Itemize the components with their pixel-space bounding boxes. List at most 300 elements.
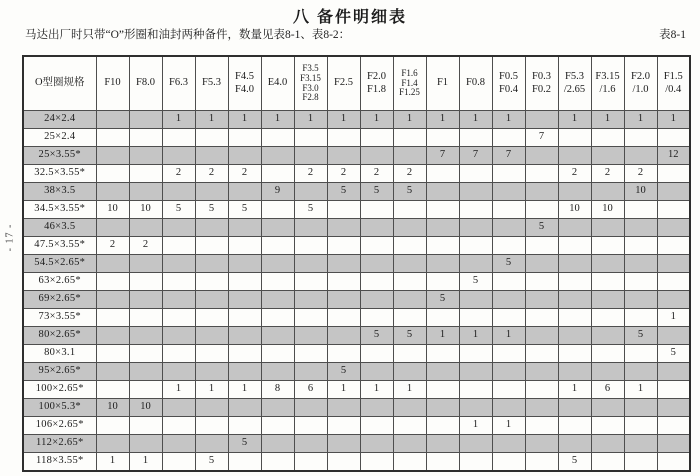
qty-cell <box>393 237 426 255</box>
qty-cell <box>129 363 162 381</box>
qty-cell <box>360 273 393 291</box>
row-label: 80×2.65* <box>23 327 96 345</box>
qty-cell <box>624 237 657 255</box>
qty-cell <box>327 255 360 273</box>
header-line: /1.0 <box>632 83 649 95</box>
qty-cell <box>96 417 129 435</box>
qty-cell: 1 <box>162 381 195 399</box>
qty-cell <box>96 363 129 381</box>
qty-cell: 1 <box>96 453 129 472</box>
qty-cell <box>657 453 690 472</box>
model-column-header <box>96 56 129 111</box>
row-label: 73×3.55* <box>23 309 96 327</box>
qty-cell <box>261 291 294 309</box>
table-row <box>23 219 690 237</box>
qty-cell <box>195 291 228 309</box>
qty-cell <box>360 147 393 165</box>
qty-cell <box>558 129 591 147</box>
qty-cell: 1 <box>129 453 162 472</box>
qty-cell: 5 <box>360 327 393 345</box>
table-row <box>23 381 690 399</box>
row-label: 118×3.55* <box>23 453 96 472</box>
model-column-header <box>129 56 162 111</box>
qty-cell: 1 <box>657 309 690 327</box>
qty-cell <box>261 453 294 472</box>
qty-cell: 2 <box>360 165 393 183</box>
model-column-header <box>657 56 690 111</box>
qty-cell <box>129 183 162 201</box>
parts-table-head <box>23 56 690 111</box>
qty-cell <box>393 255 426 273</box>
qty-cell <box>360 219 393 237</box>
qty-cell <box>261 219 294 237</box>
row-label: 47.5×3.55* <box>23 237 96 255</box>
qty-cell <box>195 237 228 255</box>
header-line: F3.5 <box>302 62 319 73</box>
qty-cell <box>525 345 558 363</box>
qty-cell <box>360 399 393 417</box>
qty-cell: 1 <box>393 111 426 129</box>
qty-cell <box>261 417 294 435</box>
qty-cell <box>195 255 228 273</box>
qty-cell <box>228 327 261 345</box>
model-column-header <box>195 56 228 111</box>
header-line: F2.8 <box>302 92 319 103</box>
qty-cell <box>261 399 294 417</box>
qty-cell <box>459 345 492 363</box>
qty-cell: 6 <box>591 381 624 399</box>
row-label: 25×3.55* <box>23 147 96 165</box>
qty-cell: 2 <box>129 237 162 255</box>
row-label: 106×2.65* <box>23 417 96 435</box>
qty-cell: 1 <box>591 111 624 129</box>
table-row <box>23 147 690 165</box>
qty-cell <box>591 345 624 363</box>
qty-cell <box>162 453 195 472</box>
qty-cell: 1 <box>426 111 459 129</box>
qty-cell: 1 <box>360 381 393 399</box>
qty-cell <box>426 273 459 291</box>
model-column-header <box>360 56 393 111</box>
qty-cell <box>294 237 327 255</box>
qty-cell <box>360 255 393 273</box>
qty-cell: 2 <box>327 165 360 183</box>
qty-cell <box>657 129 690 147</box>
qty-cell <box>657 381 690 399</box>
qty-cell <box>195 345 228 363</box>
qty-cell: 1 <box>393 381 426 399</box>
qty-cell <box>327 399 360 417</box>
qty-cell <box>360 453 393 472</box>
qty-cell <box>261 147 294 165</box>
row-label: 112×2.65* <box>23 435 96 453</box>
header-line: F0.8 <box>466 77 485 89</box>
qty-cell <box>228 453 261 472</box>
header-line: F0.2 <box>532 83 551 95</box>
qty-cell <box>228 291 261 309</box>
header-line: F2.5 <box>334 77 353 89</box>
qty-cell: 5 <box>162 201 195 219</box>
qty-cell <box>525 363 558 381</box>
qty-cell <box>558 219 591 237</box>
qty-cell <box>426 309 459 327</box>
qty-cell <box>624 399 657 417</box>
qty-cell <box>657 165 690 183</box>
row-label: 38×3.5 <box>23 183 96 201</box>
qty-cell <box>492 237 525 255</box>
qty-cell: 2 <box>195 165 228 183</box>
qty-cell: 10 <box>591 201 624 219</box>
qty-cell <box>294 327 327 345</box>
table-row <box>23 327 690 345</box>
qty-cell <box>129 111 162 129</box>
qty-cell <box>327 291 360 309</box>
header-line: F8.0 <box>136 77 155 89</box>
qty-cell <box>393 435 426 453</box>
header-line: F0.3 <box>532 71 551 83</box>
qty-cell: 1 <box>492 417 525 435</box>
qty-cell <box>657 417 690 435</box>
qty-cell <box>624 291 657 309</box>
qty-cell <box>459 183 492 201</box>
qty-cell <box>657 237 690 255</box>
qty-cell <box>657 363 690 381</box>
row-label: 100×5.3* <box>23 399 96 417</box>
model-column-header <box>294 56 327 111</box>
qty-cell <box>261 363 294 381</box>
qty-cell <box>261 255 294 273</box>
parts-table <box>22 55 691 472</box>
qty-cell <box>162 273 195 291</box>
qty-cell <box>360 309 393 327</box>
qty-cell <box>360 201 393 219</box>
qty-cell: 10 <box>558 201 591 219</box>
qty-cell: 10 <box>96 201 129 219</box>
qty-cell <box>261 201 294 219</box>
qty-cell <box>459 219 492 237</box>
qty-cell: 7 <box>459 147 492 165</box>
qty-cell <box>492 453 525 472</box>
qty-cell <box>591 129 624 147</box>
qty-cell <box>96 291 129 309</box>
qty-cell <box>426 345 459 363</box>
qty-cell <box>228 237 261 255</box>
qty-cell <box>195 309 228 327</box>
qty-cell: 1 <box>261 111 294 129</box>
qty-cell <box>96 147 129 165</box>
model-column-header <box>327 56 360 111</box>
qty-cell <box>525 417 558 435</box>
qty-cell <box>294 399 327 417</box>
qty-cell: 5 <box>294 201 327 219</box>
qty-cell <box>624 147 657 165</box>
qty-cell <box>591 309 624 327</box>
qty-cell <box>327 417 360 435</box>
qty-cell <box>162 345 195 363</box>
qty-cell <box>96 435 129 453</box>
qty-cell <box>228 417 261 435</box>
qty-cell <box>657 327 690 345</box>
qty-cell: 1 <box>624 381 657 399</box>
qty-cell <box>393 129 426 147</box>
qty-cell: 5 <box>228 435 261 453</box>
qty-cell <box>129 147 162 165</box>
qty-cell <box>426 183 459 201</box>
qty-cell <box>129 165 162 183</box>
qty-cell <box>129 219 162 237</box>
qty-cell: 1 <box>492 327 525 345</box>
qty-cell <box>525 273 558 291</box>
qty-cell <box>426 237 459 255</box>
table-row <box>23 201 690 219</box>
qty-cell <box>294 273 327 291</box>
qty-cell <box>525 291 558 309</box>
row-label: 24×2.4 <box>23 111 96 129</box>
qty-cell <box>459 363 492 381</box>
qty-cell <box>327 129 360 147</box>
qty-cell <box>525 435 558 453</box>
qty-cell <box>96 129 129 147</box>
table-row <box>23 273 690 291</box>
qty-cell: 2 <box>591 165 624 183</box>
qty-cell <box>393 219 426 237</box>
qty-cell <box>294 435 327 453</box>
qty-cell <box>558 309 591 327</box>
row-label: 100×2.65* <box>23 381 96 399</box>
qty-cell: 5 <box>195 453 228 472</box>
qty-cell <box>558 363 591 381</box>
table-row <box>23 129 690 147</box>
qty-cell <box>459 129 492 147</box>
qty-cell <box>426 417 459 435</box>
qty-cell <box>294 417 327 435</box>
qty-cell <box>327 327 360 345</box>
meta-row <box>25 26 686 42</box>
qty-cell <box>492 399 525 417</box>
header-line: E4.0 <box>267 77 288 89</box>
qty-cell: 1 <box>492 111 525 129</box>
table-row <box>23 453 690 472</box>
qty-cell <box>360 129 393 147</box>
qty-cell <box>195 417 228 435</box>
qty-cell <box>591 183 624 201</box>
header-line: F1 <box>436 77 449 89</box>
qty-cell <box>360 417 393 435</box>
header-line: F10 <box>104 77 121 89</box>
model-column-header <box>426 56 459 111</box>
qty-cell <box>591 147 624 165</box>
model-column-header <box>591 56 624 111</box>
qty-cell <box>426 201 459 219</box>
qty-cell <box>228 183 261 201</box>
model-column-header <box>261 56 294 111</box>
qty-cell <box>525 399 558 417</box>
qty-cell <box>129 291 162 309</box>
qty-cell <box>228 363 261 381</box>
row-label: 95×2.65* <box>23 363 96 381</box>
qty-cell <box>195 219 228 237</box>
qty-cell <box>294 309 327 327</box>
model-column-header <box>624 56 657 111</box>
qty-cell: 7 <box>525 129 558 147</box>
qty-cell <box>129 273 162 291</box>
qty-cell: 1 <box>228 381 261 399</box>
qty-cell: 1 <box>558 381 591 399</box>
qty-cell <box>261 345 294 363</box>
row-label: 63×2.65* <box>23 273 96 291</box>
qty-cell <box>162 129 195 147</box>
qty-cell: 1 <box>327 111 360 129</box>
qty-cell <box>591 237 624 255</box>
qty-cell <box>294 255 327 273</box>
qty-cell <box>294 129 327 147</box>
qty-cell <box>558 183 591 201</box>
qty-cell <box>657 273 690 291</box>
qty-cell <box>525 183 558 201</box>
header-line: F4.5 <box>235 71 254 83</box>
model-column-header <box>459 56 492 111</box>
qty-cell <box>261 435 294 453</box>
row-label: 54.5×2.65* <box>23 255 96 273</box>
qty-cell: 2 <box>558 165 591 183</box>
qty-cell <box>96 309 129 327</box>
qty-cell <box>162 237 195 255</box>
qty-cell <box>591 255 624 273</box>
qty-cell <box>228 219 261 237</box>
qty-cell: 2 <box>294 165 327 183</box>
qty-cell <box>459 201 492 219</box>
qty-cell <box>195 327 228 345</box>
qty-cell <box>129 309 162 327</box>
qty-cell <box>624 219 657 237</box>
qty-cell <box>294 183 327 201</box>
qty-cell <box>624 417 657 435</box>
header-line: F1.8 <box>367 83 386 95</box>
qty-cell <box>624 309 657 327</box>
qty-cell <box>129 255 162 273</box>
qty-cell <box>459 291 492 309</box>
qty-cell: 5 <box>228 201 261 219</box>
row-label: 69×2.65* <box>23 291 96 309</box>
qty-cell <box>525 111 558 129</box>
qty-cell <box>228 129 261 147</box>
qty-cell <box>195 363 228 381</box>
qty-cell <box>162 363 195 381</box>
qty-cell <box>558 291 591 309</box>
qty-cell <box>492 381 525 399</box>
qty-cell <box>591 435 624 453</box>
qty-cell <box>426 363 459 381</box>
table-row <box>23 345 690 363</box>
qty-cell <box>129 129 162 147</box>
qty-cell: 5 <box>492 255 525 273</box>
qty-cell <box>228 399 261 417</box>
qty-cell <box>525 255 558 273</box>
qty-cell <box>558 273 591 291</box>
qty-cell <box>96 327 129 345</box>
qty-cell <box>624 201 657 219</box>
qty-cell <box>195 183 228 201</box>
qty-cell <box>591 417 624 435</box>
header-line: /0.4 <box>665 83 682 95</box>
header-line: F1.6 <box>401 67 418 78</box>
header-row <box>23 56 690 111</box>
qty-cell: 1 <box>624 111 657 129</box>
qty-cell <box>129 435 162 453</box>
qty-cell <box>195 129 228 147</box>
qty-cell <box>492 201 525 219</box>
table-row <box>23 363 690 381</box>
header-line: F0.4 <box>499 83 518 95</box>
qty-cell <box>657 435 690 453</box>
qty-cell <box>162 183 195 201</box>
qty-cell <box>591 273 624 291</box>
qty-cell <box>657 291 690 309</box>
page-title: 八 备件明细表 <box>292 9 407 26</box>
header-line: F6.3 <box>169 77 188 89</box>
qty-cell <box>294 363 327 381</box>
qty-cell <box>129 381 162 399</box>
qty-cell <box>525 381 558 399</box>
qty-cell: 7 <box>492 147 525 165</box>
qty-cell <box>294 453 327 472</box>
model-column-header <box>162 56 195 111</box>
qty-cell <box>459 381 492 399</box>
qty-cell <box>624 273 657 291</box>
qty-cell <box>426 399 459 417</box>
qty-cell <box>261 129 294 147</box>
qty-cell <box>657 183 690 201</box>
qty-cell <box>525 165 558 183</box>
qty-cell <box>327 219 360 237</box>
qty-cell <box>657 399 690 417</box>
header-line: F1.5 <box>663 71 683 83</box>
qty-cell <box>492 291 525 309</box>
qty-cell <box>162 309 195 327</box>
qty-cell <box>162 291 195 309</box>
qty-cell <box>294 147 327 165</box>
qty-cell <box>195 435 228 453</box>
row-label: 80×3.1 <box>23 345 96 363</box>
header-line: F5.3 <box>565 71 584 83</box>
qty-cell <box>228 147 261 165</box>
qty-cell <box>261 165 294 183</box>
qty-cell <box>459 237 492 255</box>
qty-cell <box>426 453 459 472</box>
qty-cell <box>129 327 162 345</box>
qty-cell: 1 <box>228 111 261 129</box>
model-column-header <box>525 56 558 111</box>
qty-cell <box>195 147 228 165</box>
qty-cell: 10 <box>129 399 162 417</box>
qty-cell <box>327 237 360 255</box>
qty-cell <box>261 237 294 255</box>
qty-cell <box>96 381 129 399</box>
qty-cell <box>492 309 525 327</box>
qty-cell <box>492 363 525 381</box>
qty-cell <box>294 219 327 237</box>
header-line: F1.25 <box>399 87 420 98</box>
qty-cell <box>459 435 492 453</box>
qty-cell <box>360 345 393 363</box>
qty-cell <box>624 129 657 147</box>
qty-cell <box>129 345 162 363</box>
qty-cell <box>558 417 591 435</box>
header-line: F5.3 <box>202 77 221 89</box>
header-line: F3.15 <box>300 72 321 83</box>
qty-cell <box>492 273 525 291</box>
qty-cell <box>393 417 426 435</box>
